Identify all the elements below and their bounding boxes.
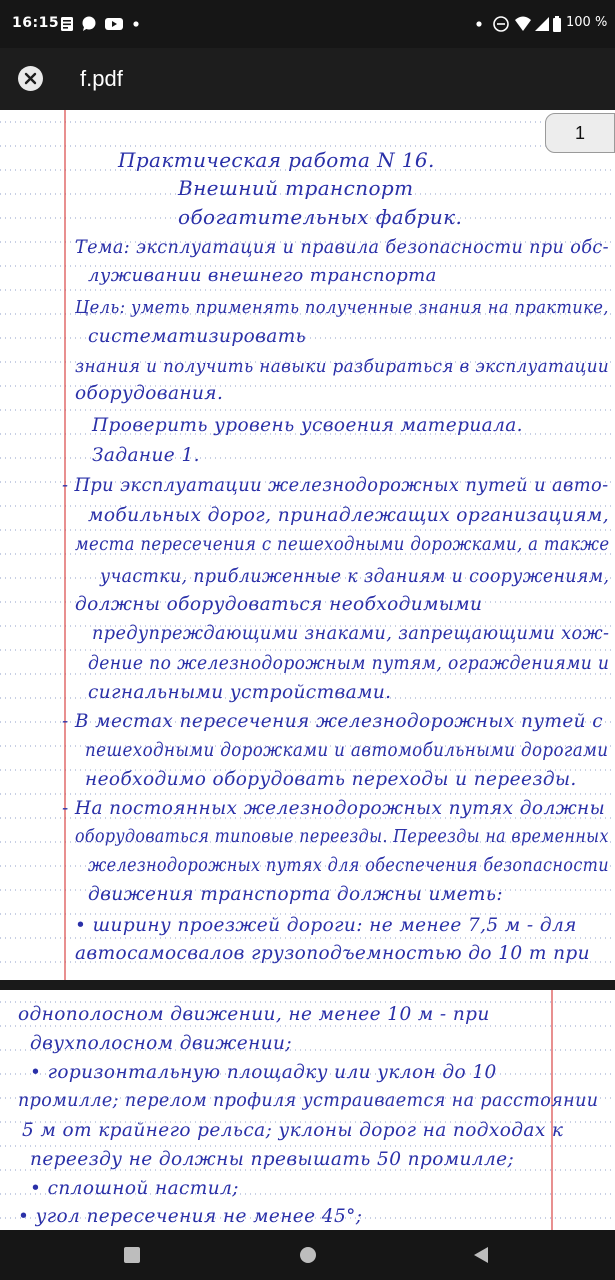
page-indicator[interactable]: 1 [545,113,615,153]
handwritten-line: - На постоянных железнодорожных путях должны [62,798,606,819]
handwritten-line: • ширину проезжей дороги: не менее 7,5 м - для [75,915,577,936]
handwritten-line: участки, приближенные к зданиям и сооружениям, [100,565,610,587]
handwritten-line: места пересечения с пешеходными дорожками, а также [75,534,610,555]
home-icon[interactable] [297,1244,319,1266]
pdf-page-2[interactable] [0,990,615,1230]
handwritten-line: Задание 1. [92,445,200,466]
handwritten-line: сигнальными устройствами. [88,682,392,703]
handwritten-line: предупреждающими знаками, запрещающими хож- [92,623,610,644]
handwritten-line: Практическая работа N 16. [118,148,435,172]
handwritten-line: обогатительных фабрик. [178,205,463,229]
handwritten-line: оборудования. [75,383,224,404]
dot-icon [132,14,140,34]
handwritten-line: • угол пересечения не менее 45°; [18,1206,363,1227]
handwritten-line: Тема: эксплуатация и правила безопасности при обс- [75,237,609,258]
handwritten-line: двухполосном движении; [30,1033,292,1054]
battery-icon [552,14,562,34]
handwritten-line: Проверить уровень усвоения материала. [92,415,523,436]
handwritten-line: должны оборудоваться необходимыми [75,594,483,615]
handwritten-line: Внешний транспорт [178,176,414,200]
handwritten-line: 5 м от крайнего рельса; уклоны дорог на подходах к [22,1120,564,1141]
dot-icon [475,14,483,34]
handwritten-line: луживании внешнего транспорта [88,265,437,286]
close-icon [18,66,43,91]
handwritten-line: систематизировать [88,326,307,347]
handwritten-line: железнодорожных путях для обеспечения безопасности [88,855,609,876]
handwritten-line: переезду не должны превышать 50 промилле; [30,1149,515,1170]
handwritten-line: пешеходными дорожками и автомобильными дорогами [85,740,609,761]
status-time: 16:15 [12,15,60,31]
wifi-icon [514,14,532,34]
handwritten-line: мобильных дорог, принадлежащих организациям, [88,504,610,526]
navigation-bar [0,1230,615,1280]
battery-level: 100 % [566,15,608,30]
handwritten-line: движения транспорта должны иметь: [88,884,503,905]
handwritten-line: однополосном движении, не менее 10 м - при [18,1004,490,1025]
handwritten-line: • горизонтальную площадку или уклон до 10 [30,1062,497,1083]
close-button[interactable] [18,66,43,91]
handwritten-line: Цель: уметь применять полученные знания на практике, [75,297,609,318]
handwritten-line: - В местах пересечения железнодорожных путей с [62,711,604,732]
youtube-icon [104,14,124,34]
back-icon[interactable] [470,1244,492,1266]
signal-icon [534,14,550,34]
handwritten-line: знания и получить навыки разбираться в эксплуатации [75,356,610,377]
status-bar [0,0,615,48]
handwritten-line: промилле; перелом профиля устраивается на расстоянии [18,1091,599,1111]
pdf-page-1[interactable] [0,110,615,980]
chat-icon [81,14,97,34]
handwritten-line: дение по железнодорожным путям, ограждениями и [88,653,610,674]
handwritten-line: • сплошной настил; [30,1178,239,1199]
vibrate-icon [492,14,510,34]
handwritten-line: оборудоваться типовые переезды. Переезды на временных [75,827,609,847]
handwritten-line: необходимо оборудовать переходы и переезды. [85,769,577,790]
message-icon [60,14,74,34]
recents-icon[interactable] [122,1245,142,1265]
document-title: f.pdf [80,66,123,91]
handwritten-line: автосамосвалов грузоподъемностью до 10 т при [75,943,590,964]
handwritten-line: - При эксплуатации железнодорожных путей и авто- [62,475,609,496]
